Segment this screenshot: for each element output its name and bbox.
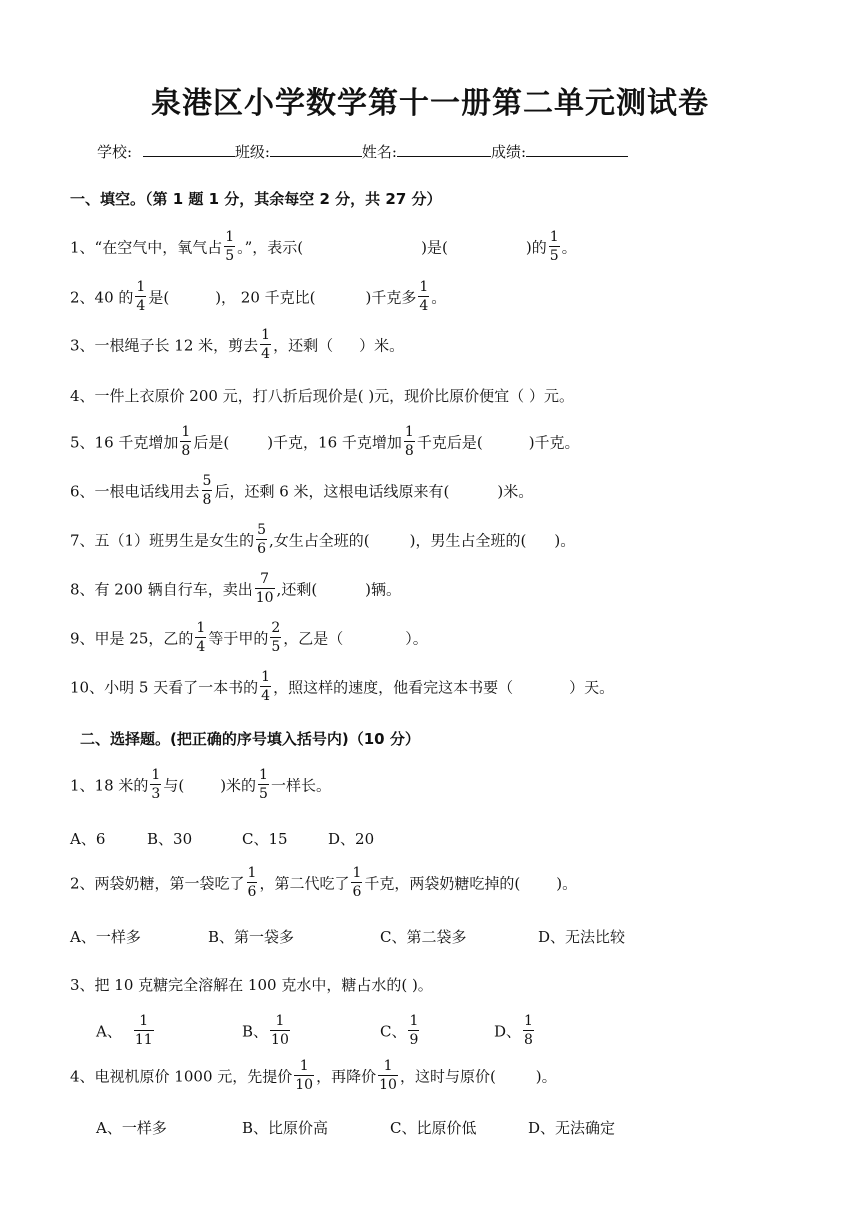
c4-option-d[interactable]: D、无法确定 [528,1119,616,1137]
c4-option-c[interactable]: C、比原价低 [390,1119,477,1137]
q6-text-b: 后，还剩 6 米，这根电话线原来有( [214,482,450,501]
question-2 [70,280,446,317]
fraction-1-4 [260,326,271,363]
choice-question-1 [70,768,331,805]
question-4: 4、一件上衣原价 200 元，打八折后现价是( )元，现价比原价便宜（ ）元。 [70,387,574,405]
q2-text-c: )， 20 千克比( [215,288,316,307]
option-label: A、 [96,1022,122,1041]
fraction-1-8 [180,423,191,460]
c3-option-c[interactable] [380,1014,421,1051]
c1-option-c[interactable]: C、15 [242,830,288,848]
c1-option-d[interactable]: D、20 [328,830,375,848]
c2-text-a: 2、两袋奶糖，第一袋吃了 [70,874,245,893]
c2-text-c: 千克，两袋奶糖吃掉的( [364,874,521,893]
frac-den: 3 [151,786,161,802]
q1-text-e: 。 [561,238,577,257]
frac-den: 8 [181,443,191,459]
c2-text-d: )。 [556,874,578,893]
question-7 [70,523,575,560]
c3-option-a[interactable] [96,1014,156,1051]
frac-den: 10 [379,1077,397,1093]
frac-den: 8 [404,443,414,459]
section-2-title: 二、选择题。 [80,730,171,748]
q5-text-a: 5、16 千克增加 [70,433,179,452]
fraction-1-5 [549,228,560,265]
q9-text-c: ，乙是（ [283,629,344,648]
q8-text-b: ,还剩( [276,580,318,599]
choice-question-3: 3、把 10 克糖完全溶解在 100 克水中，糖占水的( )。 [70,976,433,994]
q7-text-c: )，男生占全班的( [409,531,527,550]
question-6 [70,474,533,511]
q2-text-a: 2、40 的 [70,288,134,307]
frac-num: 1 [225,229,235,245]
frac-den: 4 [196,639,206,655]
score-label: 成绩: [490,143,527,161]
frac-num: 5 [257,522,267,538]
q2-text-d: )千克多 [365,288,417,307]
frac-den: 6 [257,541,267,557]
c2-option-c[interactable]: C、第二袋多 [380,928,467,946]
frac-num: 1 [275,1013,285,1029]
c2-text-b: ，第二代吃了 [259,874,350,893]
option-label: B、 [242,1022,269,1041]
c2-option-d[interactable]: D、无法比较 [538,928,626,946]
choice-question-4 [70,1059,557,1096]
c3-option-b[interactable] [242,1014,292,1051]
c4-option-b[interactable]: B、比原价高 [242,1119,329,1137]
frac-den: 10 [271,1032,289,1048]
q8-text-a: 8、有 200 辆自行车，卖出 [70,580,253,599]
q9-text-a: 9、甲是 25，乙的 [70,629,194,648]
fraction-1-10 [294,1057,314,1094]
section-1-note: （第 1 题 1 分，其余每空 2 分，共 27 分） [145,190,442,208]
q10-text-b: ，照这样的速度，他看完这本书要（ [273,678,514,697]
frac-den: 5 [225,248,235,264]
frac-den: 6 [352,884,362,900]
frac-den: 5 [259,786,268,802]
fraction-1-5 [258,766,269,803]
fraction-1-8 [523,1012,534,1049]
name-label: 姓名: [361,143,397,161]
question-10 [70,670,614,707]
frac-num: 1 [524,1013,533,1029]
fraction-1-4 [418,278,429,315]
frac-den: 4 [136,298,146,314]
frac-num: 1 [299,1058,309,1074]
frac-den: 8 [524,1032,533,1048]
section-1-title: 一、填空。 [70,190,146,208]
c4-text-d: )。 [535,1067,557,1086]
q3-text-c: ）米。 [359,336,405,355]
c1-text-a: 1、18 米的 [70,776,149,795]
frac-num: 1 [549,229,559,245]
frac-den: 10 [255,590,274,606]
frac-num: 7 [260,571,270,587]
q7-text-b: ,女生占全班的( [269,531,370,550]
frac-num: 1 [247,865,257,881]
frac-den: 8 [202,492,212,508]
fraction-5-6 [256,521,267,558]
c4-text-b: ，再降价 [316,1067,377,1086]
q5-text-d: 千克后是( [416,433,483,452]
frac-num: 1 [181,424,191,440]
section-2-heading [80,728,420,749]
student-info-row [97,141,628,162]
frac-num: 1 [196,620,206,636]
q8-text-c: )辆。 [365,580,402,599]
frac-den: 5 [549,248,559,264]
frac-num: 1 [352,865,362,881]
q6-text-c: )米。 [497,482,534,501]
fraction-1-10 [270,1012,290,1049]
c3-option-d[interactable] [494,1014,536,1051]
class-label: 班级: [234,143,270,161]
name-blank[interactable] [397,142,491,157]
q1-text-c: )是( [421,238,448,257]
fraction-1-4 [260,668,271,705]
q9-text-d: ）。 [405,629,428,648]
c1-text-c: )米的 [220,776,257,795]
fraction-1-10 [378,1057,398,1094]
fraction-1-4 [135,278,146,315]
question-5 [70,425,580,462]
c4-option-a[interactable]: A、一样多 [96,1119,167,1137]
frac-num: 1 [409,1013,419,1029]
frac-num: 1 [404,424,414,440]
q6-text-a: 6、一根电话线用去 [70,482,200,501]
fraction-1-8 [404,423,415,460]
question-8 [70,572,401,609]
fraction-1-11 [134,1012,154,1049]
question-9 [70,621,428,658]
q5-text-e: )千克。 [528,433,580,452]
frac-num: 1 [261,327,271,343]
school-label: 学校: [97,143,133,161]
fraction-2-5 [270,619,281,656]
q7-text-a: 7、五（1）班男生是女生的 [70,531,255,550]
q5-text-b: 后是( [193,433,230,452]
frac-num: 1 [139,1013,149,1029]
fraction-1-5 [224,228,235,265]
q9-text-b: 等于甲的 [208,629,269,648]
option-label: D、 [494,1022,522,1041]
frac-den: 4 [419,298,429,314]
frac-num: 1 [383,1058,393,1074]
c1-option-b[interactable]: B、30 [147,830,193,848]
frac-den: 11 [134,1032,153,1048]
q7-text-d: )。 [554,531,576,550]
question-3 [70,328,404,365]
q3-text-b: ，还剩（ [273,336,334,355]
fraction-1-3 [150,766,161,803]
frac-den: 4 [261,346,271,362]
c4-text-c: ，这时与原价( [399,1067,496,1086]
frac-num: 1 [259,767,268,783]
section-2-note: (把正确的序号填入括号内)（10 分） [170,730,420,748]
frac-num: 2 [271,620,281,636]
q1-text-d: )的 [525,238,547,257]
q5-text-c: )千克，16 千克增加 [267,433,402,452]
q10-text-c: ）天。 [569,678,615,697]
q2-text-e: 。 [431,288,447,307]
frac-num: 5 [202,473,212,489]
c4-text-a: 4、电视机原价 1000 元，先提价 [70,1067,293,1086]
score-blank[interactable] [526,142,628,157]
q10-text-a: 10、小明 5 天看了一本书的 [70,678,259,697]
fraction-5-8 [202,472,213,509]
frac-den: 9 [409,1032,419,1048]
c1-text-b: 与( [163,776,185,795]
frac-num: 1 [419,279,429,295]
frac-num: 1 [261,669,271,685]
frac-num: 1 [136,279,146,295]
class-blank[interactable] [270,142,362,157]
c1-option-a[interactable]: A、6 [70,830,106,848]
frac-den: 4 [261,688,271,704]
frac-num: 1 [151,767,161,783]
q1-text-a: 1、“在空气中，氧气占 [70,238,223,257]
frac-den: 6 [247,884,257,900]
school-blank[interactable] [143,142,235,157]
frac-den: 5 [271,639,281,655]
option-label: C、 [380,1022,407,1041]
fraction-1-6 [351,864,362,901]
frac-den: 10 [295,1077,314,1093]
fraction-1-4 [195,619,206,656]
c2-option-a[interactable]: A、一样多 [70,928,141,946]
section-1-heading [70,188,441,209]
choice-question-2 [70,866,577,903]
fraction-7-10 [255,570,275,607]
q3-text-a: 3、一根绳子长 12 米，剪去 [70,336,259,355]
page-title: 泉港区小学数学第十一册第二单元测试卷 [151,86,709,121]
fraction-1-6 [247,864,258,901]
fraction-1-9 [408,1012,419,1049]
q1-text-b: 。”，表示( [237,238,304,257]
c1-text-d: 一样长。 [270,776,331,795]
c2-option-b[interactable]: B、第一袋多 [208,928,295,946]
q2-text-b: 是( [148,288,170,307]
question-1 [70,230,577,267]
